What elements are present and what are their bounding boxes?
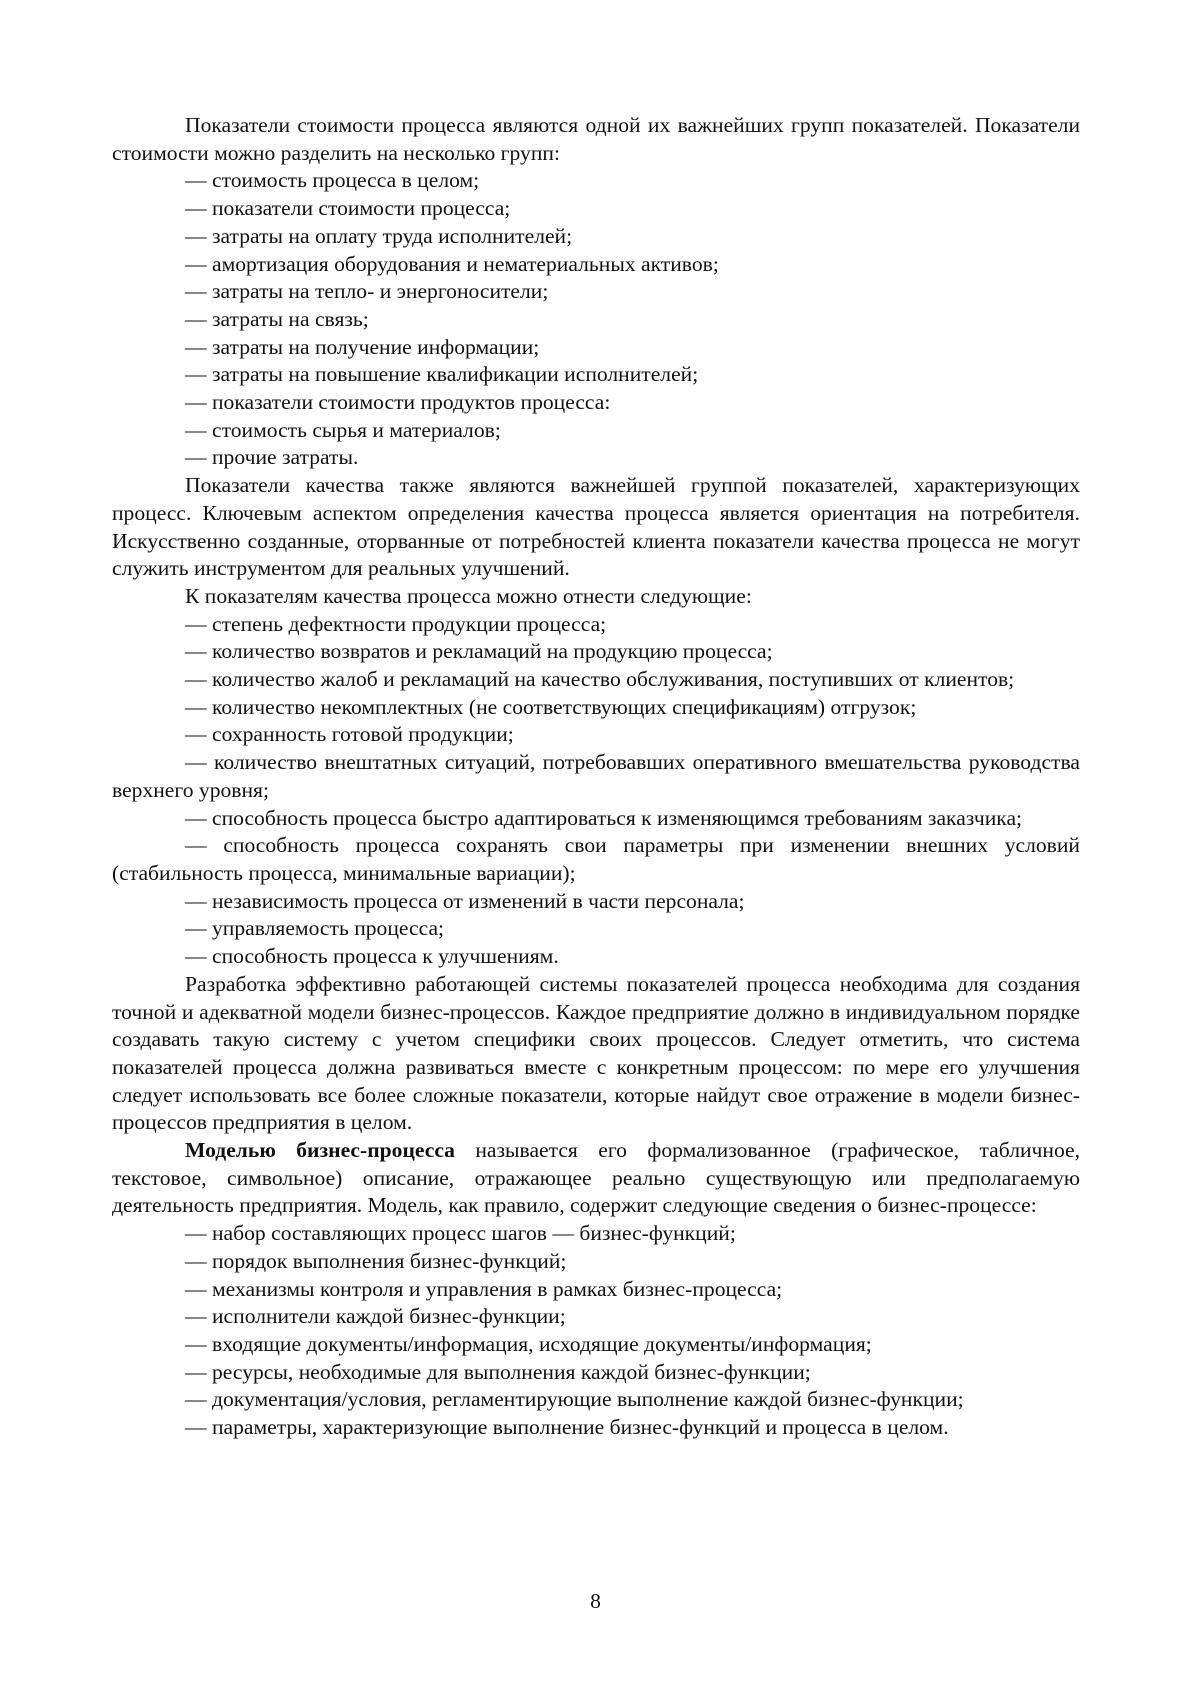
list-item: — параметры, характеризующие выполнение бизнес-функций и процесса в целом. — [185, 1415, 949, 1440]
list-item: — ресурсы, необходимые для выполнения каждой бизнес-функции; — [185, 1359, 811, 1384]
page-number: 8 — [590, 1589, 601, 1613]
list-item: — независимость процесса от изменений в части персонала; — [185, 888, 745, 913]
paragraph-quality-list-lead: К показателям качества процесса можно отнести следующие: — [185, 583, 752, 608]
list-item: — показатели стоимости процесса; — [185, 196, 511, 221]
paragraph-cost-intro: Показатели стоимости процесса являются одной их важнейших групп показателей. Показатели стоимости можно разделить на несколько групп: — [112, 113, 1080, 165]
list-item: — амортизация оборудования и нематериальных активов; — [185, 251, 719, 276]
list-item: — сохранность готовой продукции; — [185, 722, 514, 747]
list-item: — входящие документы/информация, исходящие документы/информация; — [185, 1331, 872, 1356]
list-item: — способность процесса сохранять свои параметры при изменении внешних условий (стабильность процесса, минимальные вариации); — [112, 833, 1080, 885]
page-body — [112, 112, 1080, 1442]
list-item: — порядок выполнения бизнес-функций; — [185, 1248, 567, 1273]
model-definition-text: называется его формализованное (графическое, табличное, текстовое, символьное) описание, отражающее реально существующую или предполагаемую деятельность предприятия. Модель, как правило, содержит следующие сведения о бизнес-процессе: — [112, 1138, 1080, 1218]
list-item: — механизмы контроля и управления в рамках бизнес-процесса; — [185, 1276, 783, 1301]
list-item: — показатели стоимости продуктов процесса: — [185, 390, 611, 415]
list-item: — затраты на тепло- и энергоносители; — [185, 279, 549, 304]
paragraph-model-definition — [112, 1137, 1080, 1220]
paragraph-system-development: Разработка эффективно работающей системы показателей процесса необходима для создания точной и адекватной модели бизнес-процессов. Каждое предприятие должно в индивидуальном порядке создавать такую систему с учетом специфики своих процессов. Следует отметить, что система показателей процесса должна развиваться вместе с конкретным процессом: по мере его улучшения следует использовать все более сложные показатели, которые найдут свое отражение в модели бизнес-процессов предприятия в целом. — [112, 971, 1080, 1135]
list-item: — количество некомплектных (не соответствующих спецификациям) отгрузок; — [185, 694, 917, 719]
list-item: — стоимость процесса в целом; — [185, 168, 480, 193]
list-item: — степень дефектности продукции процесса; — [185, 611, 607, 636]
list-item: — управляемость процесса; — [185, 916, 445, 941]
list-item: — затраты на оплату труда исполнителей; — [185, 223, 573, 248]
list-item: — затраты на связь; — [185, 306, 369, 331]
list-item: — количество возвратов и рекламаций на продукцию процесса; — [185, 639, 773, 664]
list-item: — прочие затраты. — [185, 445, 359, 470]
list-item: — затраты на повышение квалификации исполнителей; — [185, 362, 699, 387]
list-item: — исполнители каждой бизнес-функции; — [185, 1304, 566, 1329]
list-item: — документация/условия, регламентирующие выполнение каждой бизнес-функции; — [185, 1387, 964, 1412]
list-item: — затраты на получение информации; — [185, 334, 540, 359]
paragraph-quality-intro: Показатели качества также являются важнейшей группой показателей, характеризующих процесс. Ключевым аспектом определения качества процесса является ориентация на потребителя. Искусственно созданные, оторванные от потребностей клиента показатели качества процесса не могут служить инструментом для реальных улучшений. — [112, 473, 1080, 581]
list-item: — стоимость сырья и материалов; — [185, 417, 501, 442]
term-business-process-model: Моделью бизнес-процесса — [185, 1138, 455, 1163]
list-item: — способность процесса быстро адаптироваться к изменяющимся требованиям заказчика; — [185, 805, 1023, 830]
list-item: — количество внештатных ситуаций, потребовавших оперативного вмешательства руководства верхнего уровня; — [112, 750, 1080, 802]
list-item: — способность процесса к улучшениям. — [185, 944, 559, 969]
list-item: — количество жалоб и рекламаций на качество обслуживания, поступивших от клиентов; — [185, 667, 1015, 692]
list-item: — набор составляющих процесс шагов — бизнес-функций; — [185, 1221, 736, 1246]
